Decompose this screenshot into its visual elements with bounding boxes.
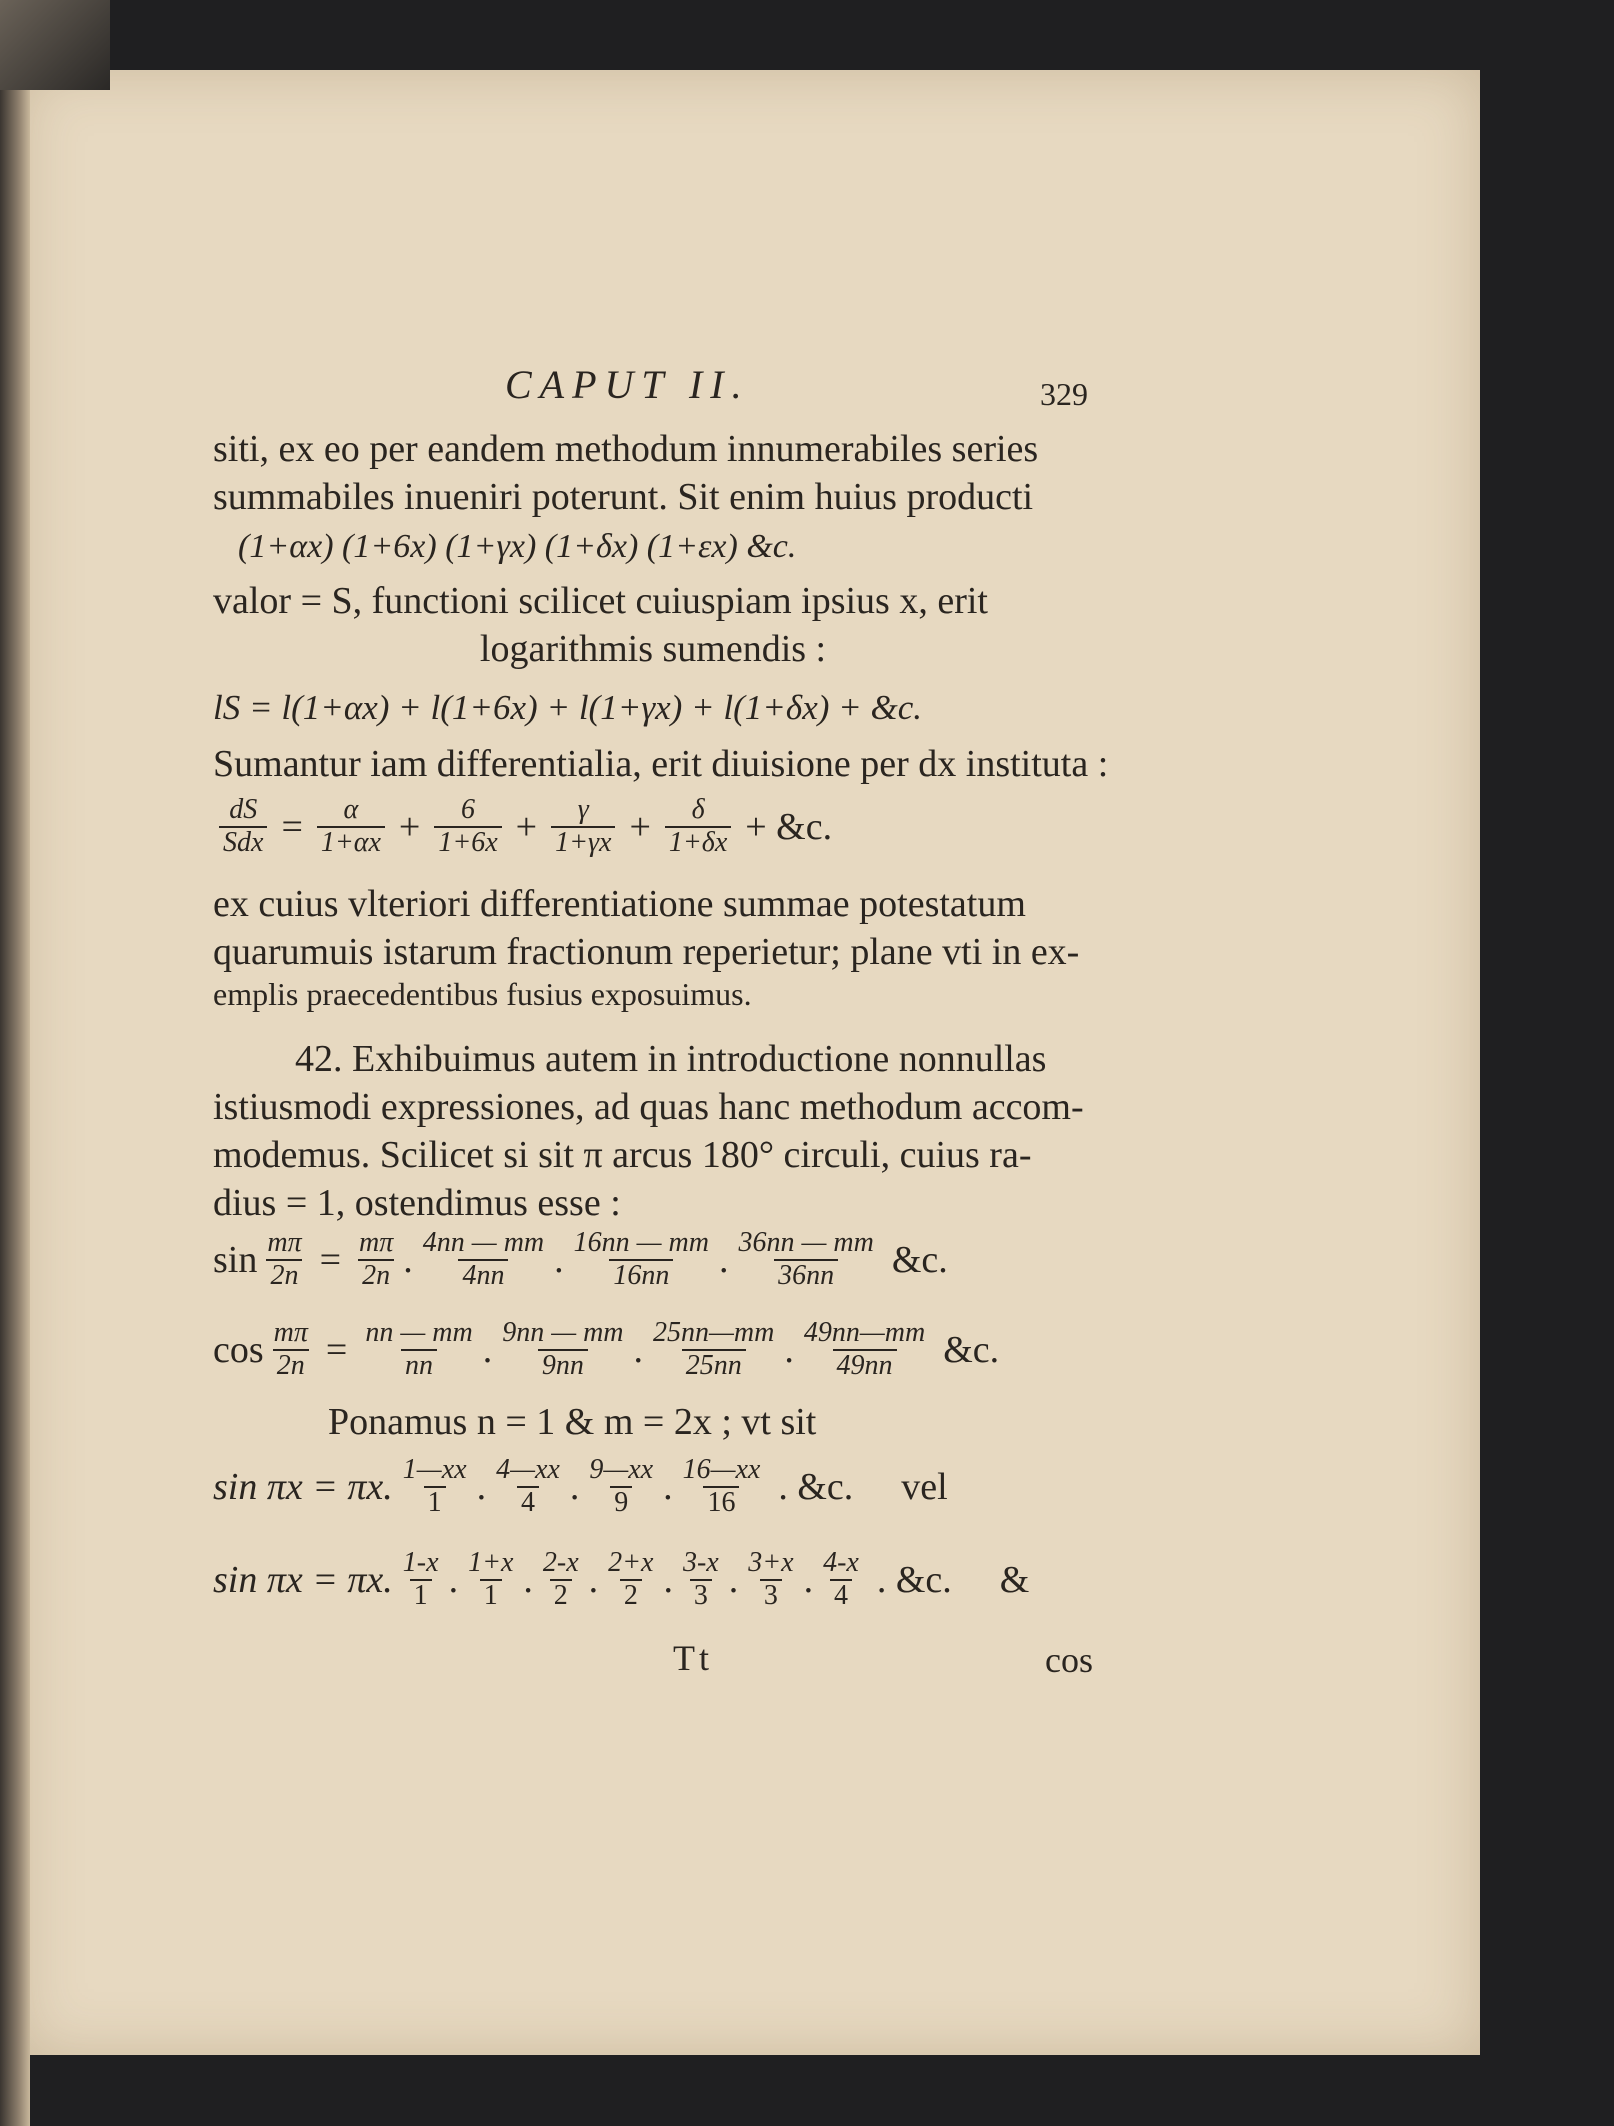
equation-sine-pi-x: sin πx = πx. $\frac{1—xx}{1}$ . $\frac{4—xx}{4}$ . $\frac{9—xx}{9}$ . $\frac{16—xx}{16}$ . &c. vel (213, 1454, 948, 1518)
text-line: quarumuis istarum fractionum reperietur; plane vti in ex- (213, 931, 1080, 973)
text-line: modemus. Scilicet si sit π arcus 180° circuli, cuius ra- (213, 1134, 1032, 1176)
equation-log: lS = l(1+αx) + l(1+6x) + l(1+γx) + l(1+δx) + &c. (213, 688, 923, 727)
equation-product: (1+αx) (1+6x) (1+γx) (1+δx) (1+εx) &c. (238, 528, 797, 565)
text-line: 42. Exhibuimus autem in introductione nonnullas (295, 1038, 1047, 1080)
catchword: cos (1045, 1640, 1093, 1680)
running-head: CAPUT II. (505, 362, 750, 407)
text-line: emplis praecedentibus fusius exposuimus. (213, 976, 752, 1012)
text-line: dius = 1, ostendimus esse : (213, 1182, 621, 1224)
text-line: Sumantur iam differentialia, erit diuisione per dx instituta : (213, 743, 1109, 785)
text-line: ex cuius vlteriori differentiatione summae potestatum (213, 883, 1026, 925)
text-line: logarithmis sumendis : (479, 628, 827, 670)
text-line: valor = S, functioni scilicet cuiuspiam ipsius x, erit (213, 580, 988, 622)
text-line: summabiles inueniri poterunt. Sit enim huius producti (213, 476, 1034, 518)
page-number: 329 (1040, 376, 1088, 412)
text-line: Ponamus n = 1 & m = 2x ; vt sit (328, 1401, 817, 1443)
equation-differential: $\frac{dS}{\text{Sdx}}$ = $\frac{\alpha}{1+\alpha x}$ + $\frac{6}{1+6x}$ + $\frac{\gamma}{1+\gamma x}$ + $\frac{\delta}{1+\delta x}$ + &c. (213, 795, 840, 859)
signature-mark: Tt (673, 1638, 713, 1678)
text-line: istiusmodi expressiones, ad quas hanc methodum accom- (213, 1086, 1084, 1128)
equation-sine-product: sin $\frac{m\pi}{2n}$ = $\frac{m\pi}{2n}$ . $\frac{4nn — mm}{4nn}$ . $\frac{16nn — mm}{16nn}$ . $\frac{36nn — mm}{36nn}$ &c. (213, 1227, 948, 1291)
text-line: siti, ex eo per eandem methodum innumerabiles series (213, 428, 1039, 470)
equation-cosine-product: cos $\frac{m\pi}{2n}$ = $\frac{nn — mm}{nn}$ . $\frac{9nn — mm}{9nn}$ . $\frac{25nn—mm}{25nn}$ . $\frac{49nn—mm}{49nn}$ &c. (213, 1317, 1000, 1381)
equation-sine-pi-x-factored: sin πx = πx. $\frac{1-x}{1}$ . $\frac{1+x}{1}$ . $\frac{2-x}{2}$ . $\frac{2+x}{2}$ . $\frac{3-x}{3}$ . $\frac{3+x}{3}$ . $\frac{4-x}{4}$ . &c. & (213, 1547, 1030, 1611)
